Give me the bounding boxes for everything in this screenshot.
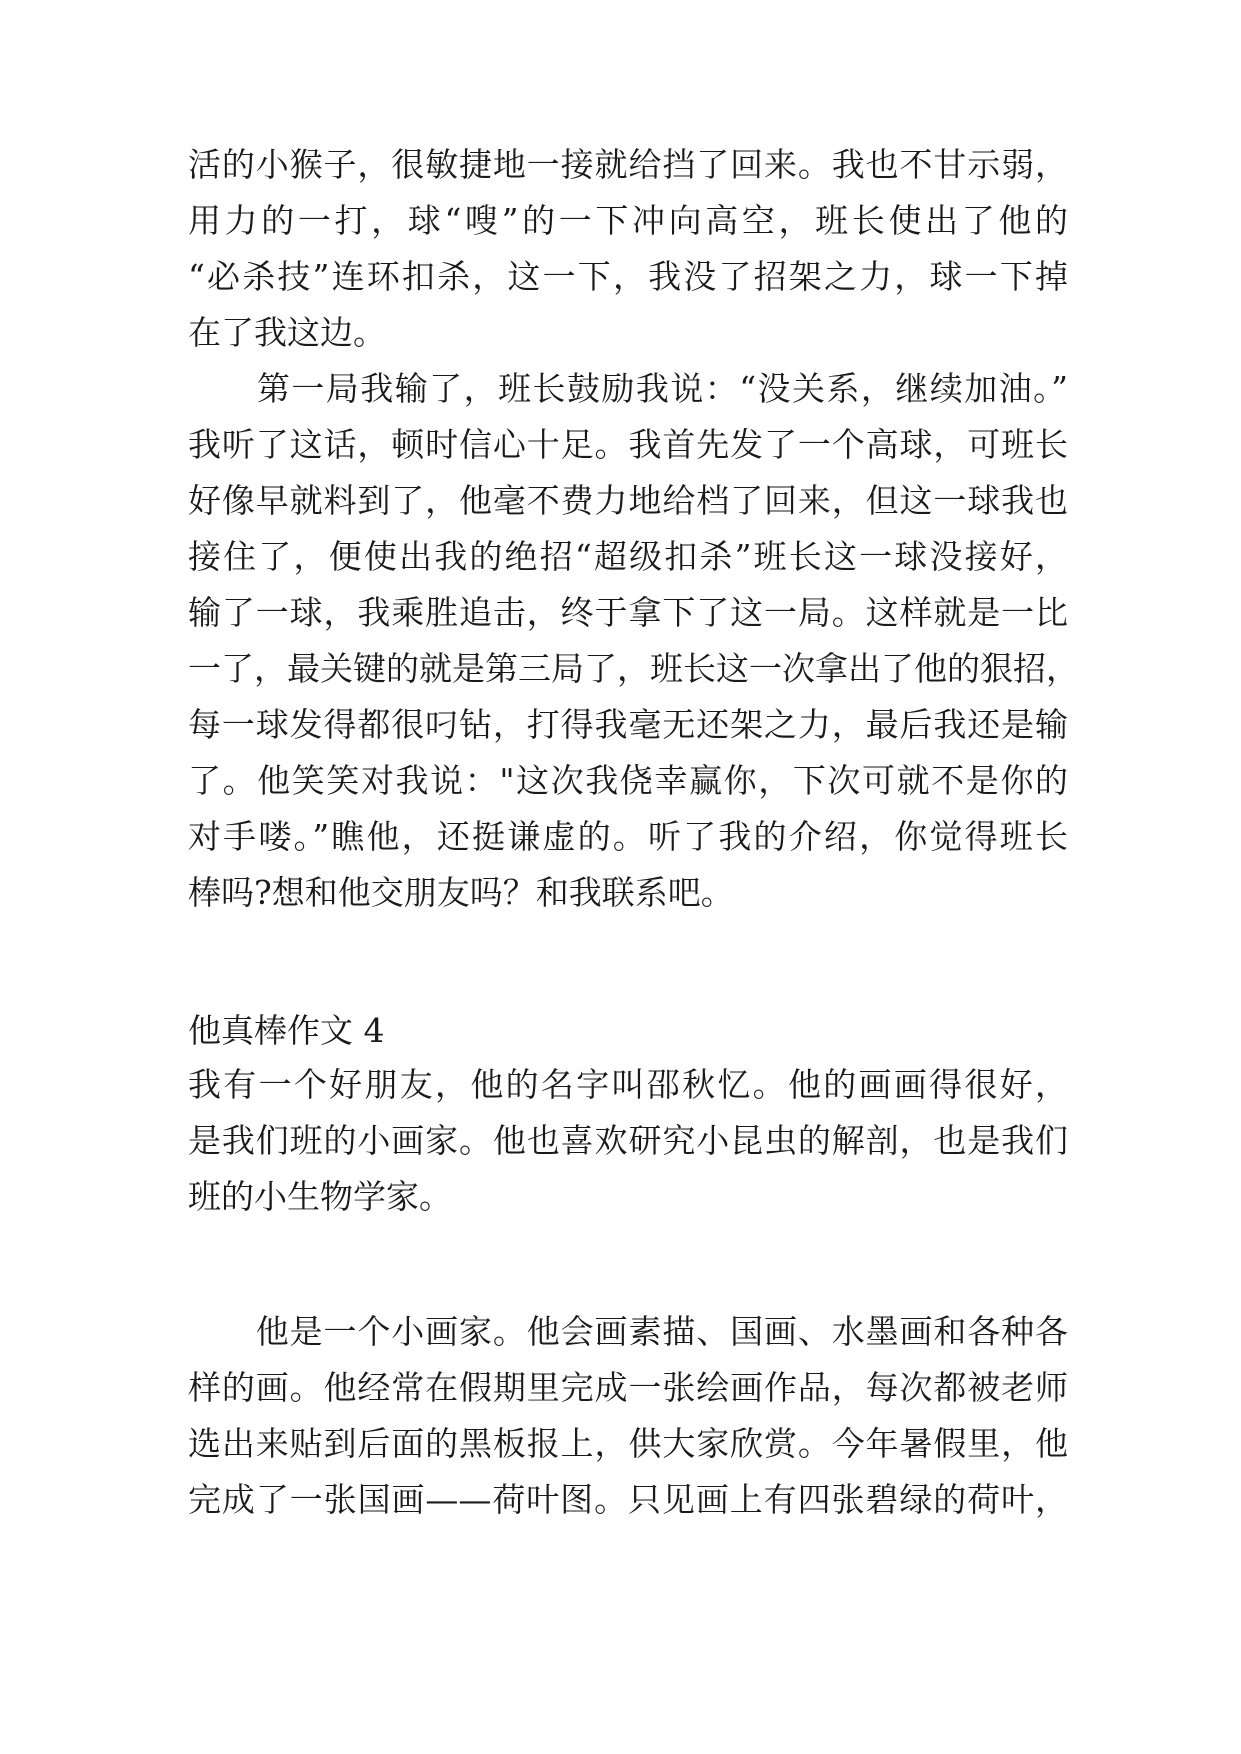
text-line: 对手喽。”瞧他，还挺谦虚的。听了我的介绍，你觉得班长	[188, 817, 1068, 856]
section-heading: 他真棒作文 4	[188, 1011, 385, 1050]
text-line: 活的小猴子，很敏捷地一接就给挡了回来。我也不甘示弱，	[188, 145, 1068, 184]
text-line: 棒吗?想和他交朋友吗？和我联系吧。	[188, 873, 734, 912]
paragraph-start-line: 他是一个小画家。他会画素描、国画、水墨画和各种各	[188, 1312, 1068, 1351]
paragraph-start-line: 第一局我输了，班长鼓励我说：“没关系，继续加油。”	[188, 369, 1068, 408]
text-line: 班的小生物学家。	[188, 1177, 452, 1216]
paragraph-start-line: 我有一个好朋友，他的名字叫邵秋忆。他的画画得很好，	[188, 1065, 1068, 1104]
text-line: 接住了，便使出我的绝招“超级扣杀”班长这一球没接好，	[188, 537, 1068, 576]
text-line: 好像早就料到了，他毫不费力地给档了回来，但这一球我也	[188, 481, 1068, 520]
text-line: 选出来贴到后面的黑板报上，供大家欣赏。今年暑假里，他	[188, 1424, 1068, 1463]
text-line: 是我们班的小画家。他也喜欢研究小昆虫的解剖，也是我们	[188, 1121, 1068, 1160]
text-line: 在了我这边。	[188, 313, 386, 352]
text-line: “必杀技”连环扣杀，这一下，我没了招架之力，球一下掉	[188, 257, 1068, 296]
text-line: 样的画。他经常在假期里完成一张绘画作品，每次都被老师	[188, 1368, 1068, 1407]
text-line: 输了一球，我乘胜追击，终于拿下了这一局。这样就是一比	[188, 593, 1068, 632]
text-line: 一了，最关键的就是第三局了，班长这一次拿出了他的狠招，	[188, 649, 1079, 688]
text-line: 每一球发得都很叼钻，打得我毫无还架之力，最后我还是输	[188, 705, 1068, 744]
text-line: 用力的一打，球“嗖”的一下冲向高空，班长使出了他的	[188, 201, 1068, 240]
text-line: 我听了这话，顿时信心十足。我首先发了一个高球，可班长	[188, 425, 1068, 464]
text-line: 了。他笑笑对我说："这次我侥幸赢你，下次可就不是你的	[188, 761, 1068, 800]
text-line: 完成了一张国画——荷叶图。只见画上有四张碧绿的荷叶，	[188, 1480, 1068, 1519]
